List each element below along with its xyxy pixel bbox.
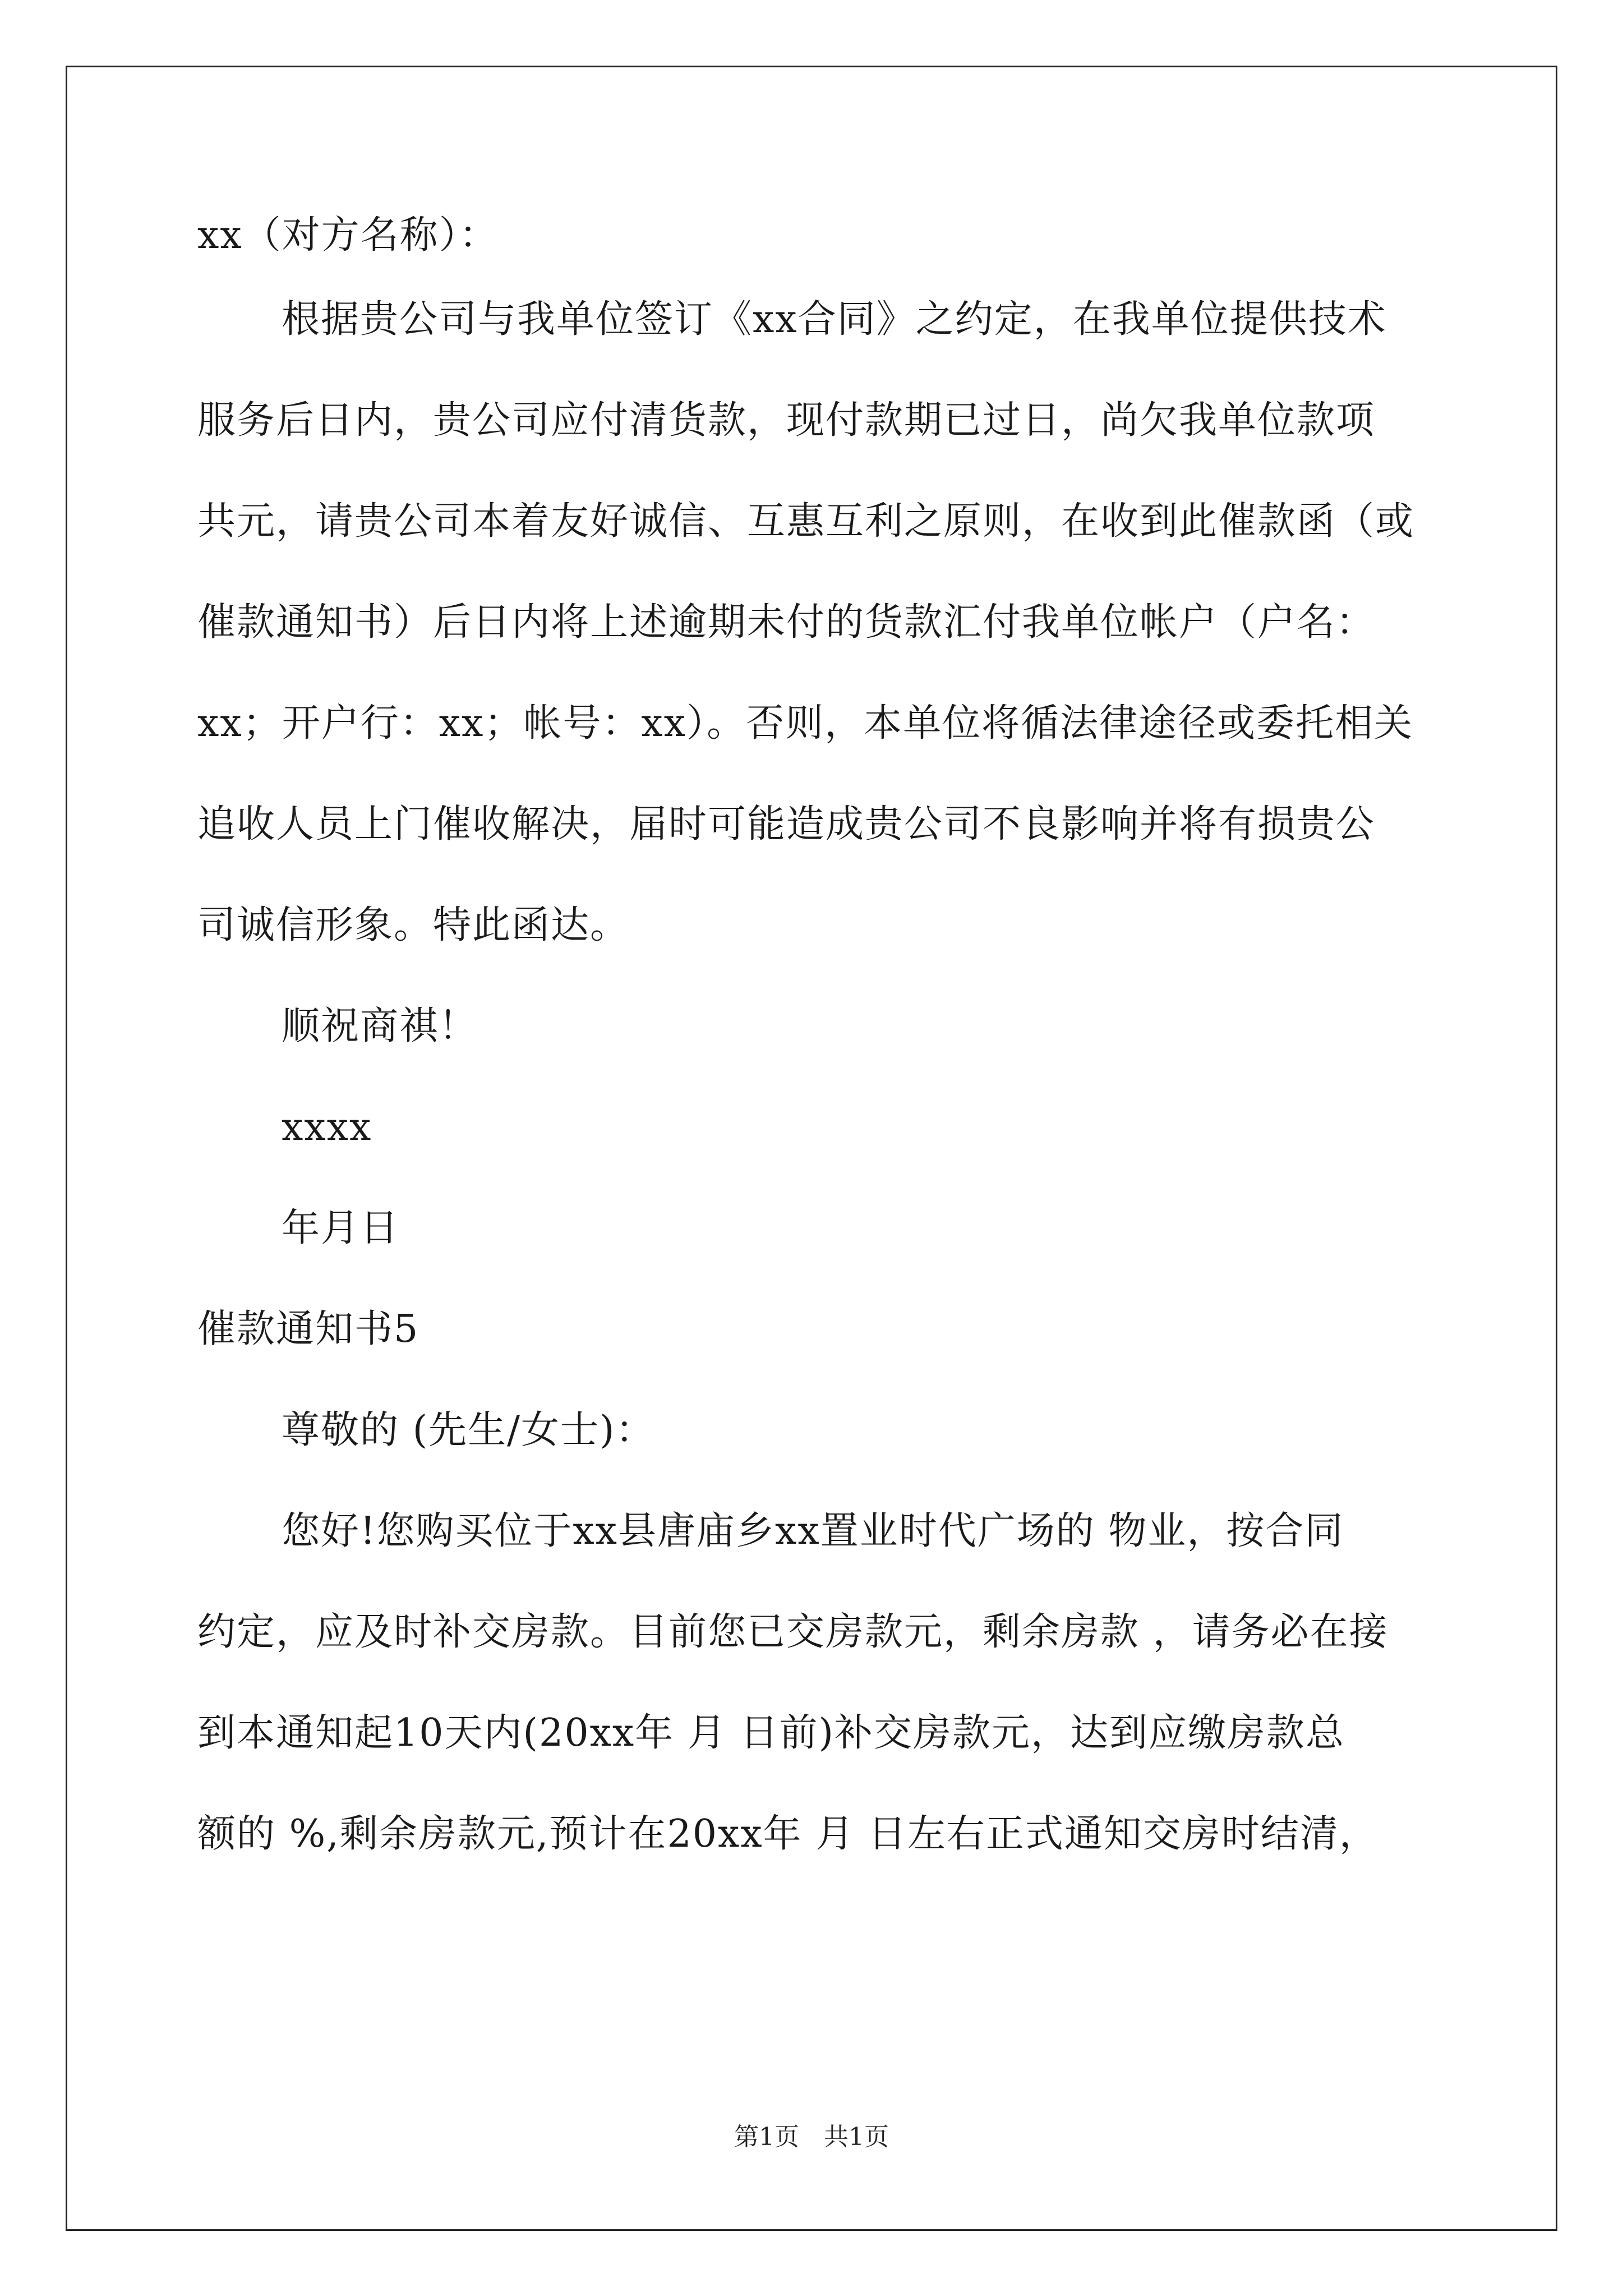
salutation-line: xx（对方名称）： <box>197 213 499 257</box>
body-line-7: 司诚信形象。特此函达。 <box>197 903 630 947</box>
body-line-2: 服务后日内，贵公司应付清货款，现付款期已过日，尚欠我单位款项 <box>197 398 1376 443</box>
body-line-3: 共元，请贵公司本着友好诚信、互惠互利之原则，在收到此催款函（或 <box>197 499 1415 544</box>
page-number-footer: 第1页 共1页 <box>734 2123 889 2151</box>
notice-line-3: 到本通知起10天内(20xx年 月 日前)补交房款元，达到应缴房款总 <box>197 1711 1345 1755</box>
notice-line-1: 您好!您购买位于xx县唐庙乡xx置业时代广场的 物业，按合同 <box>282 1509 1344 1553</box>
section-heading: 催款通知书5 <box>197 1307 419 1351</box>
closing-regards: 顺祝商祺！ <box>282 1004 478 1048</box>
body-line-5: xx；开户行：xx；帐号：xx）。否则，本单位将循法律途径或委托相关 <box>197 701 1414 746</box>
body-line-4: 催款通知书）后日内将上述逾期未付的货款汇付我单位帐户（户名： <box>197 600 1376 645</box>
notice-line-2: 约定，应及时补交房款。目前您已交房款元，剩余房款 ，请务必在接 <box>197 1610 1389 1654</box>
date-placeholder: 年月日 <box>282 1206 400 1250</box>
signature-placeholder: xxxx <box>282 1105 372 1149</box>
notice-salutation: 尊敬的 (先生/女士)： <box>282 1408 655 1452</box>
notice-line-4: 额的 %,剩余房款元,预计在20xx年 月 日左右正式通知交房时结清， <box>197 1812 1378 1856</box>
body-line-6: 追收人员上门催收解决，届时可能造成贵公司不良影响并将有损贵公 <box>197 802 1376 846</box>
body-line-1: 根据贵公司与我单位签订《xx合同》之约定，在我单位提供技术 <box>282 297 1387 342</box>
